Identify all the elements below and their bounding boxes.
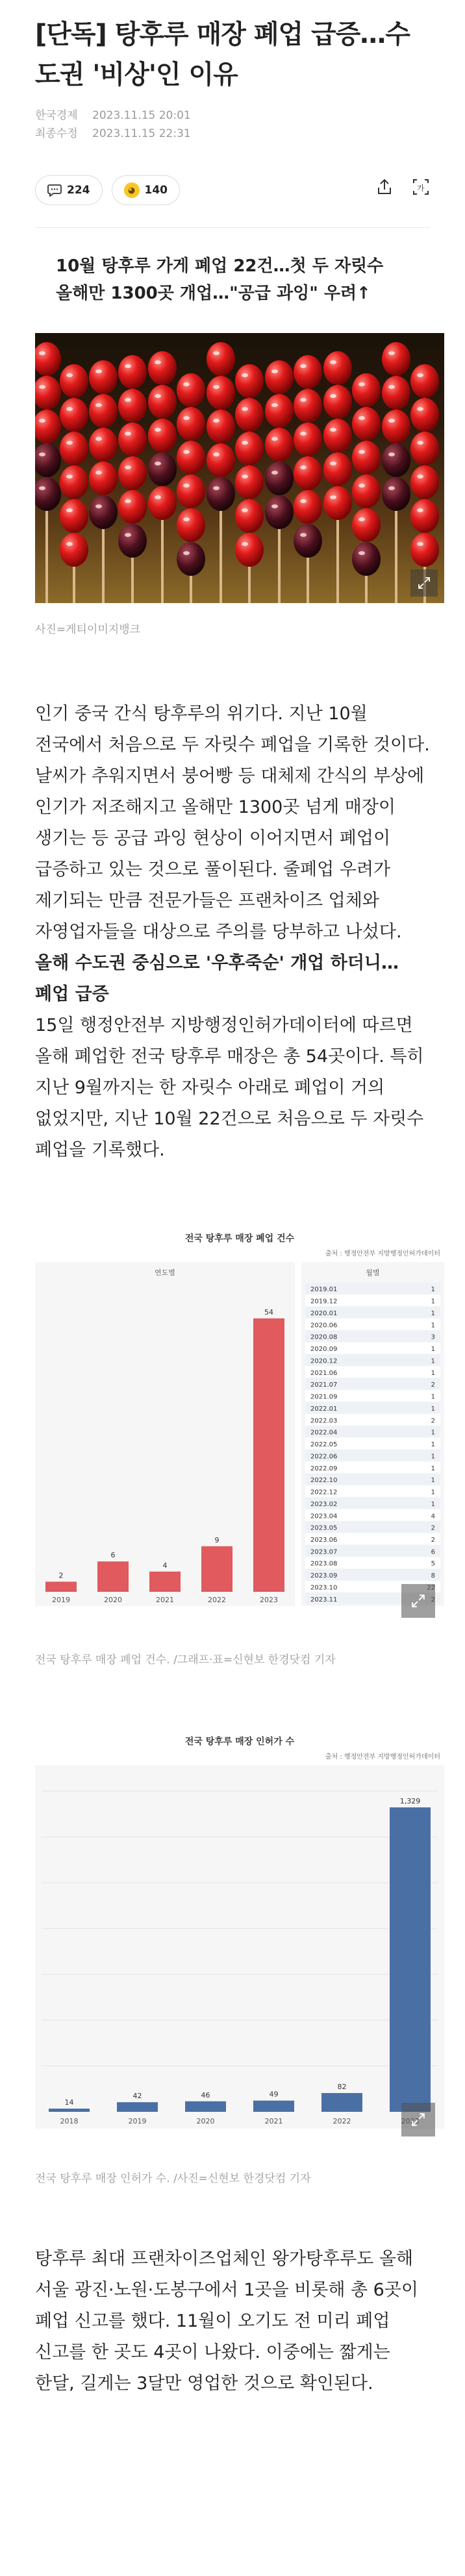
fruit-highlight (417, 542, 423, 546)
candied-fruit (35, 342, 61, 376)
chart1-table-count: 2 (431, 1381, 435, 1389)
comment-button[interactable] (35, 175, 103, 205)
fruit-highlight (271, 369, 278, 373)
candied-fruit (265, 394, 294, 428)
action-bar (35, 171, 430, 209)
chart2-bar (390, 1807, 431, 2112)
fruit-highlight (388, 486, 395, 490)
subheading-line-2: 올해만 1300곳 개업…"공급 과잉" 우려↑ (56, 284, 371, 303)
candied-fruit (60, 499, 88, 533)
candied-fruit (323, 486, 352, 520)
fruit-highlight (39, 452, 45, 456)
chart1-table-count: 1 (431, 1369, 435, 1377)
candied-fruit (382, 443, 410, 477)
candied-fruit (265, 462, 294, 495)
candied-fruit (265, 428, 294, 462)
chart2-title: 전국 탕후루 매장 인허가 수 (184, 1737, 295, 1747)
candied-fruit (177, 373, 205, 407)
chart1-table-count: 1 (431, 1346, 435, 1354)
chart1-table-month: 2022.06 (310, 1453, 338, 1461)
chart1-table-month: 2019.12 (310, 1298, 338, 1306)
chart1-data-label: 2 (58, 1571, 64, 1580)
chart1-table-count: 2 (431, 1537, 435, 1544)
chart1-table-month: 2022.05 (310, 1441, 338, 1449)
candied-fruit (207, 477, 235, 511)
chart1-table-month: 2023.05 (310, 1524, 338, 1532)
candied-fruit (148, 486, 177, 520)
candied-fruit (118, 524, 147, 558)
chart1-table-count: 1 (431, 1477, 435, 1485)
chart1-table-count: 1 (431, 1465, 435, 1472)
fruit-highlight (125, 465, 131, 469)
fruit-highlight (155, 360, 161, 364)
subheading-line-1: 10월 탕후루 가게 폐업 22건…첫 두 자릿수 (56, 256, 384, 276)
chart1-table-month: 2023.10 (310, 1584, 338, 1592)
fruit-highlight (242, 542, 248, 546)
fruit-highlight (388, 452, 395, 456)
chart1-table-month: 2023.09 (310, 1572, 338, 1580)
chart1-table-month: 2020.01 (310, 1309, 338, 1317)
candied-fruit (235, 398, 264, 432)
chart1-x-tick: 2023 (260, 1596, 278, 1604)
chart1-title: 전국 탕후루 매장 폐업 건수 (184, 1233, 295, 1244)
chart1-table-month: 2022.03 (310, 1417, 338, 1425)
candied-fruit (177, 407, 205, 441)
modified-label: 최종수정 (35, 127, 78, 140)
candied-fruit (207, 410, 235, 443)
section-heading: 올해 수도권 중심으로 '우후죽순' 개업 하더니…폐업 급증 (35, 953, 399, 1004)
svg-text:가: 가 (417, 184, 425, 193)
candied-fruit (382, 477, 410, 511)
chart1-table-month: 2022.01 (310, 1405, 338, 1413)
chart2-x-tick: 2019 (128, 2117, 147, 2125)
candied-fruit (118, 355, 147, 389)
fruit-highlight (242, 441, 248, 445)
chart1-table-count: 1 (431, 1322, 435, 1330)
chart1-x-tick: 2020 (104, 1596, 122, 1604)
candied-fruit (35, 443, 61, 477)
fruit-highlight (330, 462, 336, 465)
chart1-table-month: 2022.12 (310, 1489, 338, 1496)
closures-chart-svg (35, 1228, 444, 1628)
fruit-highlight (39, 486, 45, 490)
candied-fruit (118, 423, 147, 456)
chart1-table-month: 2022.10 (310, 1477, 338, 1485)
fruit-highlight (358, 382, 365, 386)
fruit-highlight (271, 504, 278, 508)
candied-fruit (294, 423, 322, 456)
fruit-highlight (125, 533, 131, 537)
chart1-table-month: 2023.11 (310, 1596, 338, 1604)
chart1-bar (201, 1546, 232, 1592)
fruit-highlight (417, 441, 423, 445)
fruit-highlight (39, 419, 45, 423)
fruit-highlight (358, 416, 365, 420)
modified-date: 2023.11.15 22:31 (92, 127, 191, 140)
fruit-highlight (95, 504, 102, 508)
chart1-source: 출처 : 행정안전부 지방행정인허가데이터 (325, 1250, 440, 1257)
chart1-table-count: 1 (431, 1453, 435, 1461)
candied-fruit (118, 490, 147, 524)
fruit-highlight (183, 517, 190, 521)
fruit-highlight (95, 471, 102, 475)
article-title: [단독] 탕후루 매장 폐업 급증…수도권 '비상'인 이유 (35, 19, 410, 90)
candied-fruit (60, 432, 88, 465)
fruit-highlight (271, 471, 278, 475)
chart2-data-label: 82 (337, 2083, 347, 2092)
candied-fruit (235, 465, 264, 499)
closures-chart (35, 1228, 444, 1666)
chart1-table-month: 2021.07 (310, 1381, 338, 1389)
candied-fruit (294, 524, 322, 558)
candied-fruit (235, 533, 264, 567)
comment-icon (47, 184, 62, 197)
chart1-table-count: 3 (431, 1333, 435, 1341)
header-divider (35, 227, 430, 228)
candied-fruit (235, 499, 264, 533)
candied-fruit (323, 452, 352, 486)
expand-icon (418, 576, 431, 589)
tanghulu-photo[interactable] (35, 333, 444, 603)
candied-fruit (148, 419, 177, 452)
chart1-data-label: 9 (214, 1535, 220, 1544)
fruit-highlight (388, 385, 395, 389)
chart1-table-month: 2020.09 (310, 1346, 338, 1354)
fruit-highlight (66, 373, 73, 377)
candied-fruit (294, 490, 322, 524)
candied-fruit (89, 360, 118, 394)
candied-fruit (294, 456, 322, 490)
fruit-highlight (358, 484, 365, 488)
chart2-data-label: 42 (132, 2092, 142, 2101)
candied-fruit (235, 432, 264, 465)
candied-fruit (148, 452, 177, 486)
fruit-highlight (66, 441, 73, 445)
comment-count: 224 (67, 184, 90, 197)
chart2-x-tick: 2020 (196, 2117, 215, 2125)
candied-fruit (177, 542, 205, 576)
chart1-table-month: 2023.02 (310, 1500, 338, 1508)
chart1-bar (97, 1561, 129, 1592)
fruit-highlight (213, 351, 220, 355)
chart1-table-month: 2022.04 (310, 1429, 338, 1437)
chart1-x-tick: 2021 (156, 1596, 174, 1604)
candied-fruit (323, 385, 352, 419)
candied-fruit (60, 398, 88, 432)
candied-fruit (410, 432, 439, 465)
fruit-highlight (183, 450, 190, 454)
candied-fruit (352, 542, 381, 576)
fruit-highlight (358, 551, 365, 555)
reaction-count: 140 (144, 184, 168, 197)
fruit-highlight (39, 351, 45, 355)
fruit-highlight (125, 432, 131, 436)
candied-fruit (265, 495, 294, 529)
candied-fruit (294, 355, 322, 389)
reaction-emoji-icon: ◕ (124, 182, 140, 198)
candied-fruit (148, 385, 177, 419)
fruit-highlight (66, 475, 73, 478)
candied-fruit (207, 342, 235, 376)
paragraph-2: 15일 행정안전부 지방행정인허가데이터에 따르면 올해 폐업한 전국 탕후루 매장은 총 54곳이다. 특히 지난 9월까지는 한 자릿수 아래로 폐업이 거의 없었지만, 지난 10월 22건으로 처음으로 두 자릿수 폐업을 기록했다. (35, 1015, 424, 1160)
chart1-table-month: 2023.06 (310, 1537, 338, 1544)
fruit-highlight (39, 385, 45, 389)
fruit-highlight (300, 364, 307, 368)
chart1-table-count: 1 (431, 1429, 435, 1437)
candied-fruit (89, 428, 118, 462)
fruit-highlight (213, 452, 220, 456)
fruit-highlight (95, 403, 102, 407)
chart2-bar (253, 2101, 294, 2112)
candied-fruit (265, 360, 294, 394)
chart1-table-count: 1 (431, 1309, 435, 1317)
fruit-highlight (242, 407, 248, 411)
candied-fruit (148, 351, 177, 385)
fruit-highlight (300, 465, 307, 469)
candied-fruit (352, 508, 381, 542)
photo-caption: 사진=게티이미지뱅크 (35, 623, 141, 636)
chart1-table-month: 2021.06 (310, 1369, 338, 1377)
chart1-table-count: 1 (431, 1405, 435, 1413)
chart1-table-count: 8 (431, 1572, 435, 1580)
chart2-data-label: 14 (64, 2098, 74, 2107)
fruit-highlight (271, 437, 278, 441)
chart1-table-count: 1 (431, 1393, 435, 1401)
candied-fruit (352, 373, 381, 407)
fruit-highlight (358, 517, 365, 521)
chart1-x-tick: 2019 (52, 1596, 70, 1604)
chart1-x-tick: 2022 (208, 1596, 226, 1604)
chart1-data-label: 54 (264, 1307, 273, 1317)
chart1-table-month: 2020.06 (310, 1322, 338, 1330)
article-meta (35, 106, 430, 143)
chart1-table-count: 6 (431, 1548, 435, 1556)
chart2-x-tick: 2022 (333, 2117, 351, 2125)
chart1-table-month: 2023.04 (310, 1513, 338, 1520)
chart1-table-count: 1 (431, 1357, 435, 1365)
fruit-highlight (66, 508, 73, 512)
candied-fruit (352, 441, 381, 475)
chart2-x-tick: 2021 (264, 2117, 283, 2125)
fruit-highlight (417, 407, 423, 411)
photo-expand-button[interactable] (410, 569, 438, 597)
chart2-data-label: 46 (201, 2090, 210, 2099)
fruit-highlight (155, 495, 161, 499)
candied-fruit (118, 389, 147, 423)
fruit-highlight (417, 475, 423, 478)
source-label: 한국경제 (35, 109, 78, 122)
chart2-x-tick: 2018 (60, 2117, 79, 2125)
share-icon[interactable] (375, 178, 394, 196)
fruit-highlight (95, 437, 102, 441)
fruit-highlight (155, 462, 161, 465)
candied-fruit (410, 499, 439, 533)
fruit-highlight (125, 499, 131, 503)
fruit-highlight (155, 394, 161, 398)
candied-fruit (60, 364, 88, 398)
candied-fruit (410, 533, 439, 567)
chart2-caption: 전국 탕후루 매장 인허가 수. /사진=신현보 한경닷컴 기자 (35, 2172, 311, 2185)
candied-fruit (294, 389, 322, 423)
candied-fruit (89, 495, 118, 529)
reaction-button[interactable] (112, 175, 181, 205)
expand-icon (411, 1594, 425, 1608)
chart1-data-label: 4 (162, 1561, 168, 1570)
candied-fruit (118, 456, 147, 490)
chart1-table-count: 1 (431, 1500, 435, 1508)
permits-chart (35, 1731, 444, 2185)
candied-fruit (410, 364, 439, 398)
font-size-icon[interactable] (412, 178, 430, 196)
chart1-table-count: 1 (431, 1489, 435, 1496)
chart1-table-month: 2019.01 (310, 1286, 338, 1294)
chart1-bar (45, 1581, 77, 1592)
candied-fruit (207, 376, 235, 410)
candied-fruit (323, 419, 352, 452)
candied-fruit (207, 443, 235, 477)
permits-chart-svg (35, 1731, 444, 2147)
candied-fruit (382, 376, 410, 410)
fruit-highlight (213, 385, 220, 389)
candied-fruit (177, 508, 205, 542)
published-date: 2023.11.15 20:01 (92, 109, 191, 122)
chart1-table-month: 2021.09 (310, 1393, 338, 1401)
chart1-expand-button[interactable] (401, 1584, 435, 1618)
tanghulu-illustration (35, 333, 444, 603)
fruit-highlight (125, 364, 131, 368)
fruit-highlight (242, 373, 248, 377)
candied-fruit (382, 342, 410, 376)
chart2-data-label: 49 (269, 2090, 279, 2099)
chart1-data-label: 6 (110, 1551, 116, 1560)
candied-fruit (410, 465, 439, 499)
fruit-highlight (300, 398, 307, 402)
candied-fruit (35, 477, 61, 511)
chart2-expand-button[interactable] (401, 2103, 435, 2136)
chart1-bar (149, 1572, 181, 1592)
candied-fruit (177, 441, 205, 475)
fruit-highlight (183, 484, 190, 488)
candied-fruit (60, 465, 88, 499)
candied-fruit (89, 394, 118, 428)
fruit-highlight (183, 416, 190, 420)
fruit-highlight (330, 394, 336, 398)
chart2-plot-bg (35, 1765, 444, 2129)
chart2-bar (185, 2101, 226, 2112)
chart1-table-count: 1 (431, 1286, 435, 1294)
fruit-highlight (330, 360, 336, 364)
chart1-table-header: 월별 (366, 1269, 380, 1277)
article-subheading (56, 253, 430, 307)
chart1-table-count: 1 (431, 1298, 435, 1306)
fruit-highlight (155, 428, 161, 432)
chart1-table-count: 1 (431, 1441, 435, 1449)
fruit-highlight (330, 428, 336, 432)
chart1-legend: 연도별 (155, 1269, 175, 1277)
chart1-table-month: 2022.09 (310, 1465, 338, 1472)
fruit-highlight (388, 419, 395, 423)
chart1-table-count: 2 (431, 1417, 435, 1425)
fruit-highlight (300, 499, 307, 503)
candied-fruit (323, 351, 352, 385)
expand-icon (411, 2112, 425, 2127)
paragraph-3: 탕후루 최대 프랜차이즈업체인 왕가탕후루도 올해 서울 광진·노원·도봉구에서 1곳을 비롯해 총 6곳이 폐업 신고를 했다. 11월이 오기도 전 미리 폐업 신고를 한 곳도 4곳이 나왔다. 이중에는 짧게는 한달, 길게는 3달만 영업한 것으로 확인된다. (35, 2249, 418, 2394)
fruit-highlight (300, 432, 307, 436)
fruit-highlight (417, 508, 423, 512)
chart1-caption: 전국 탕후루 매장 폐업 건수. /그래프·표=신현보 한경닷컴 기자 (35, 1653, 336, 1666)
fruit-highlight (300, 533, 307, 537)
fruit-highlight (213, 419, 220, 423)
candied-fruit (35, 410, 61, 443)
chart1-table-month: 2020.12 (310, 1357, 338, 1365)
fruit-highlight (358, 450, 365, 454)
chart1-table-month: 2020.08 (310, 1333, 338, 1341)
fruit-highlight (242, 508, 248, 512)
fruit-highlight (213, 486, 220, 490)
fruit-highlight (95, 369, 102, 373)
chart1-table-count: 4 (431, 1513, 435, 1520)
fruit-highlight (183, 551, 190, 555)
candied-fruit (352, 407, 381, 441)
paragraph-1: 인기 중국 간식 탕후루의 위기다. 지난 10월 전국에서 처음으로 두 자릿수 폐업을 기록한 것이다. 날씨가 추워지면서 붕어빵 등 대체제 간식의 부상에 인기가 저조해지고 올해만 1300곳 넘게 매장이 생기는 등 공급 과잉 현상이 이어지면서 폐업이 급증하고 있는 것으로 풀이된다. 줄폐업 우려가 제기되는 만큼 전문가들은 프랜차이즈 업체와 자영업자들을 대상으로 주의를 당부하고 나섰다. (35, 704, 430, 942)
fruit-highlight (417, 373, 423, 377)
fruit-highlight (388, 351, 395, 355)
chart1-table-month: 2023.08 (310, 1560, 338, 1568)
fruit-highlight (183, 382, 190, 386)
fruit-highlight (330, 495, 336, 499)
fruit-highlight (271, 403, 278, 407)
candied-fruit (382, 410, 410, 443)
candied-fruit (177, 475, 205, 508)
chart2-bar (321, 2093, 362, 2112)
fruit-highlight (242, 475, 248, 478)
chart2-bar (117, 2102, 158, 2112)
candied-fruit (89, 462, 118, 495)
candied-fruit (410, 398, 439, 432)
chart2-source: 출처 : 행정안전부 지방행정인허가데이터 (325, 1753, 440, 1761)
chart1-table-month: 2023.07 (310, 1548, 338, 1556)
candied-fruit (352, 475, 381, 508)
chart1-bar (253, 1319, 284, 1592)
candied-fruit (235, 364, 264, 398)
fruit-highlight (125, 398, 131, 402)
chart2-data-label: 1,329 (399, 1797, 421, 1806)
candied-fruit (35, 376, 61, 410)
candied-fruit (60, 533, 88, 567)
chart1-table-count: 5 (431, 1560, 435, 1568)
chart2-bar (49, 2109, 90, 2112)
chart1-table-count: 2 (431, 1524, 435, 1532)
fruit-highlight (66, 407, 73, 411)
fruit-highlight (66, 542, 73, 546)
